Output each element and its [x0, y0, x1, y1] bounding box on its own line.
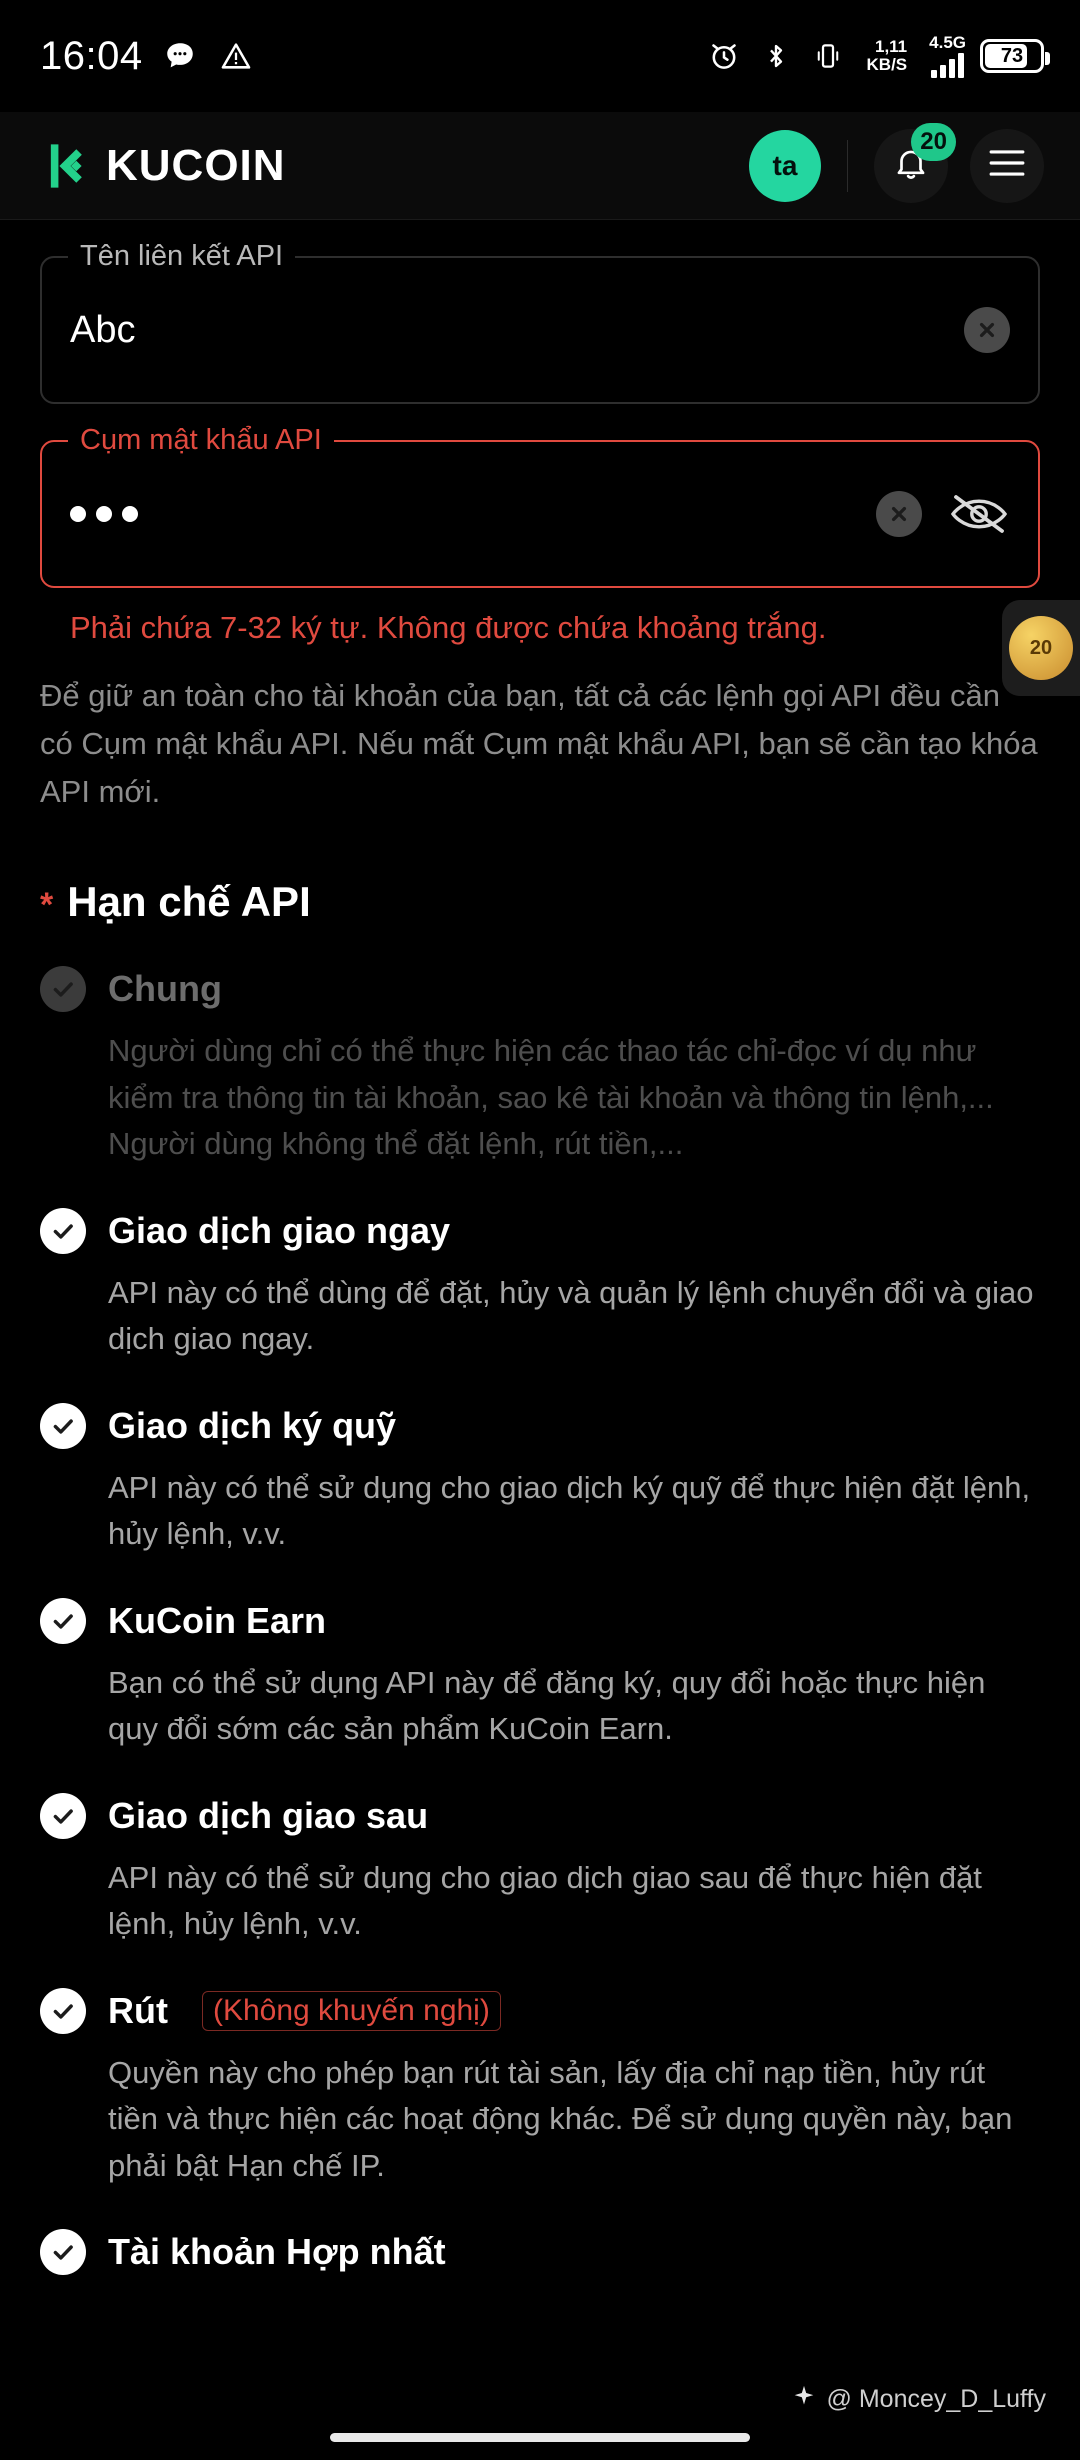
check-icon — [40, 966, 86, 1012]
gesture-bar[interactable] — [330, 2433, 750, 2442]
permission-item-kucoin-earn[interactable] — [40, 1598, 1040, 1753]
permission-desc: API này có thể sử dụng cho giao dịch giao sau để thực hiện đặt lệnh, hủy lệnh, v.v. — [108, 1859, 982, 1942]
battery-level: 73 — [1000, 44, 1024, 67]
permission-name: Chung — [108, 968, 222, 1010]
permission-item-chung — [40, 966, 1040, 1168]
permission-tag: (Không khuyến nghị) — [202, 1991, 501, 2031]
api-passphrase-input[interactable] — [70, 506, 876, 522]
api-passphrase-field[interactable] — [40, 424, 1040, 588]
api-name-label: Tên liên kết API — [68, 240, 295, 273]
battery-icon — [980, 39, 1044, 73]
app-header — [0, 112, 1080, 220]
check-icon[interactable] — [40, 1988, 86, 2034]
permission-desc: Người dùng chỉ có thể thực hiện các thao tác chỉ-đọc ví dụ như kiểm tra thông tin tài khoản, sao kê tài khoản và thông tin lệnh,... Người dùng không thể đặt lệnh, rút tiền,... — [108, 1033, 994, 1162]
status-bar-left — [40, 34, 255, 79]
permission-item-unified-account[interactable] — [40, 2229, 1040, 2275]
check-icon[interactable] — [40, 1208, 86, 1254]
main-content — [0, 240, 1080, 2275]
brand-logo[interactable] — [40, 140, 286, 192]
permission-name: Giao dịch giao sau — [108, 1794, 429, 1836]
clear-icon[interactable] — [964, 307, 1010, 353]
sparkle-icon — [791, 2383, 817, 2416]
permission-item-withdrawal[interactable] — [40, 1988, 1040, 2190]
api-passphrase-helper: Để giữ an toàn cho tài khoản của bạn, tất cả các lệnh gọi API đều cần có Cụm mật khẩu API. Nếu mất Cụm mật khẩu API, bạn sẽ cần tạo khóa API mới. — [40, 678, 1038, 810]
net-speed-unit: KB/S — [866, 55, 908, 74]
notifications-button[interactable] — [874, 129, 948, 203]
alarm-icon — [705, 37, 743, 75]
check-icon[interactable] — [40, 1598, 86, 1644]
signal-icon — [931, 52, 964, 78]
restrictions-title-text: Hạn chế API — [67, 878, 311, 926]
api-name-input[interactable]: Abc — [70, 308, 136, 351]
status-bar-right — [705, 34, 1044, 78]
floating-promo-widget[interactable] — [1002, 600, 1080, 696]
restrictions-title — [40, 878, 1040, 926]
permission-name: Rút — [108, 1989, 168, 2031]
status-bar — [0, 0, 1080, 112]
watermark-text: @ Moncey_D_Luffy — [826, 2385, 1046, 2413]
permission-name: Giao dịch giao ngay — [108, 1209, 451, 1251]
network-type: 4.5G — [929, 33, 966, 53]
coin-icon: 20 — [1009, 616, 1073, 680]
api-passphrase-error: Phải chứa 7-32 ký tự. Không được chứa khoảng trắng. — [70, 610, 827, 645]
check-icon[interactable] — [40, 1403, 86, 1449]
vibrate-icon — [809, 37, 847, 75]
permission-item-futures-trading[interactable] — [40, 1793, 1040, 1948]
api-name-field[interactable] — [40, 240, 1040, 404]
bluetooth-icon — [757, 37, 795, 75]
permission-name: KuCoin Earn — [108, 1599, 327, 1641]
message-icon — [161, 37, 199, 75]
menu-icon — [988, 148, 1026, 183]
eye-off-icon[interactable] — [948, 483, 1010, 545]
api-passphrase-label: Cụm mật khẩu API — [68, 424, 334, 457]
permission-name: Giao dịch ký quỹ — [108, 1404, 397, 1446]
check-icon[interactable] — [40, 1793, 86, 1839]
permission-item-spot-trading[interactable] — [40, 1208, 1040, 1363]
permission-desc: API này có thể dùng để đặt, hủy và quản lý lệnh chuyển đổi và giao dịch giao ngay. — [108, 1274, 1034, 1357]
required-mark: * — [40, 886, 54, 925]
permission-desc: API này có thể sử dụng cho giao dịch ký quỹ để thực hiện đặt lệnh, hủy lệnh, v.v. — [108, 1469, 1031, 1552]
kucoin-logo-icon — [40, 140, 92, 192]
clear-icon[interactable] — [876, 491, 922, 537]
net-speed-value: 1,11 — [874, 37, 908, 57]
check-icon[interactable] — [40, 2229, 86, 2275]
header-divider — [847, 140, 848, 192]
permission-desc: Quyền này cho phép bạn rút tài sản, lấy địa chỉ nạp tiền, hủy rút tiền và thực hiện các hoạt động khác. Để sử dụng quyền này, bạn phải bật Hạn chế IP. — [108, 2054, 1013, 2183]
menu-button[interactable] — [970, 129, 1044, 203]
permission-item-margin-trading[interactable] — [40, 1403, 1040, 1558]
watermark — [791, 2383, 1046, 2416]
notification-badge: 20 — [911, 123, 956, 161]
permission-desc: Bạn có thể sử dụng API này để đăng ký, quy đổi hoặc thực hiện quy đổi sớm các sản phẩm KuCoin Earn. — [108, 1664, 986, 1747]
brand-name: KUCOIN — [106, 140, 286, 190]
header-actions — [749, 129, 1044, 203]
status-time: 16:04 — [40, 33, 143, 78]
permission-name: Tài khoản Hợp nhất — [108, 2231, 446, 2273]
warning-icon — [217, 37, 255, 75]
avatar[interactable]: ta — [749, 130, 821, 202]
